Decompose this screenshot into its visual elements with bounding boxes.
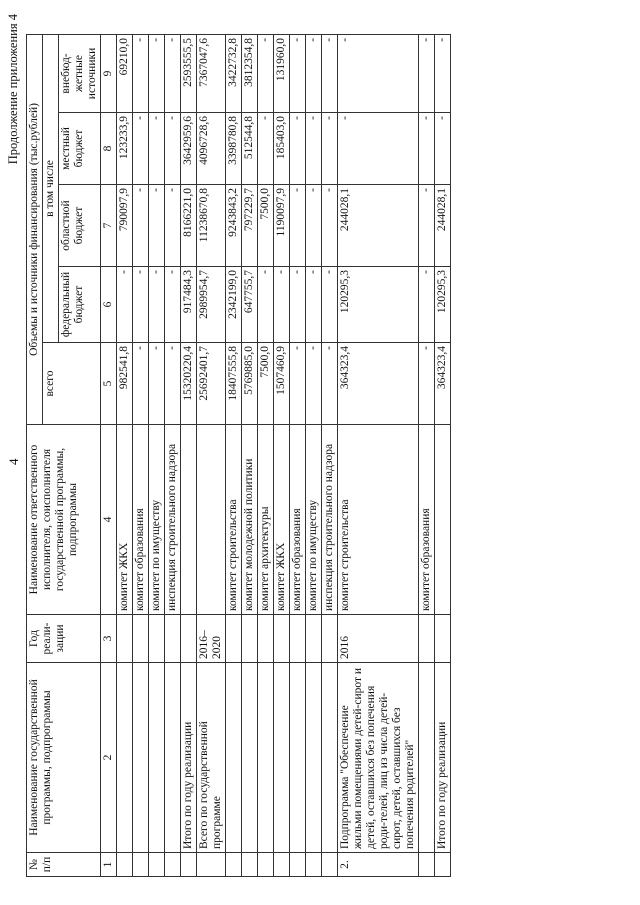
row-local-cell: 123233,9: [117, 113, 133, 185]
row-total-cell: 1507460,9: [274, 343, 290, 425]
row-total-cell: -: [290, 343, 306, 425]
row-extrabudget-cell: -: [258, 34, 274, 112]
row-total-cell: 5769885,0: [242, 343, 258, 425]
row-year-cell: [322, 615, 338, 663]
row-federal-cell: -: [274, 267, 290, 343]
row-federal-cell: -: [133, 267, 149, 343]
row-local-cell: 3642959,6: [181, 113, 197, 185]
row-executor-cell: комитет по имуществу: [149, 425, 165, 615]
table-row: [290, 34, 306, 876]
row-regional-cell: 790097,9: [117, 185, 133, 267]
row-executor-cell: комитет образования: [419, 425, 435, 615]
header-num: № п/п: [27, 853, 101, 877]
row-name-cell: [133, 663, 149, 853]
table-row: [306, 34, 322, 876]
row-regional-cell: 244028,1: [435, 185, 451, 267]
row-name-cell: [242, 663, 258, 853]
row-regional-cell: 7500,0: [258, 185, 274, 267]
row-num-cell: [165, 853, 181, 877]
row-num-cell: [197, 853, 226, 877]
row-name-cell: [258, 663, 274, 853]
row-num-cell: [419, 853, 435, 877]
row-regional-cell: -: [322, 185, 338, 267]
row-federal-cell: -: [165, 267, 181, 343]
index-cell: 7: [101, 185, 117, 267]
row-name-cell: Итого по году реализации: [435, 663, 451, 853]
row-num-cell: [242, 853, 258, 877]
index-cell: 4: [101, 425, 117, 615]
row-extrabudget-cell: 131960,0: [274, 34, 290, 112]
row-year-cell: [274, 615, 290, 663]
row-executor-cell: комитет строительства: [226, 425, 242, 615]
row-name-cell: [274, 663, 290, 853]
row-federal-cell: -: [258, 267, 274, 343]
row-executor-cell: комитет архитектуры: [258, 425, 274, 615]
row-total-cell: 7500,0: [258, 343, 274, 425]
row-total-cell: 25692401,7: [197, 343, 226, 425]
row-total-cell: -: [322, 343, 338, 425]
index-cell: 3: [101, 615, 117, 663]
row-extrabudget-cell: 69210,0: [117, 34, 133, 112]
row-year-cell: [242, 615, 258, 663]
row-name-cell: Подпрограмма "Обеспечение жильми помещениями детей-сирот и детей, оставшихся без попечения роди-телей, лиц из числа детей-сирот, детей, оставшихся без попечения родителей": [338, 663, 419, 853]
row-year-cell: [181, 615, 197, 663]
header-regional: областной бюджет: [59, 185, 101, 267]
row-executor-cell: [435, 425, 451, 615]
header-total: всего: [43, 343, 101, 425]
row-name-cell: Итого по году реализации: [181, 663, 197, 853]
row-regional-cell: -: [419, 185, 435, 267]
row-extrabudget-cell: 3422732,8: [226, 34, 242, 112]
row-year-cell: [226, 615, 242, 663]
row-regional-cell: -: [165, 185, 181, 267]
row-federal-cell: -: [322, 267, 338, 343]
row-name-cell: [419, 663, 435, 853]
funding-table: [26, 34, 451, 877]
table-row: [117, 34, 133, 876]
row-local-cell: -: [133, 113, 149, 185]
table-row: [419, 34, 435, 876]
header-executor: Наименование ответственного исполнителя, соисполнителя государственной программы, подпрограммы: [27, 425, 101, 615]
row-year-cell: [165, 615, 181, 663]
row-extrabudget-cell: -: [290, 34, 306, 112]
row-name-cell: [226, 663, 242, 853]
column-index-row: [101, 34, 117, 876]
row-extrabudget-cell: -: [419, 34, 435, 112]
row-local-cell: 4096728,6: [197, 113, 226, 185]
table-row: [165, 34, 181, 876]
row-local-cell: 512544,8: [242, 113, 258, 185]
index-cell: 5: [101, 343, 117, 425]
row-extrabudget-cell: 3812354,8: [242, 34, 258, 112]
row-federal-cell: 647755,7: [242, 267, 258, 343]
row-name-cell: [306, 663, 322, 853]
row-federal-cell: -: [149, 267, 165, 343]
row-name-cell: [322, 663, 338, 853]
header-name: Наименование государственной программы, подпрограммы: [27, 663, 101, 853]
row-executor-cell: комитет молодежной политики: [242, 425, 258, 615]
row-executor-cell: комитет ЖКХ: [274, 425, 290, 615]
row-local-cell: -: [165, 113, 181, 185]
row-federal-cell: -: [290, 267, 306, 343]
row-executor-cell: комитет образования: [133, 425, 149, 615]
continuation-note: Продолжение приложения 4: [6, 14, 20, 165]
row-name-cell: [149, 663, 165, 853]
index-cell: 8: [101, 113, 117, 185]
row-num-cell: [181, 853, 197, 877]
row-executor-cell: комитет ЖКХ: [117, 425, 133, 615]
row-name-cell: [165, 663, 181, 853]
row-federal-cell: 917484,3: [181, 267, 197, 343]
row-year-cell: [306, 615, 322, 663]
table-row: [226, 34, 242, 876]
row-local-cell: -: [338, 113, 419, 185]
row-federal-cell: -: [306, 267, 322, 343]
row-executor-cell: [181, 425, 197, 615]
row-total-cell: -: [165, 343, 181, 425]
row-executor-cell: [197, 425, 226, 615]
index-cell: 2: [101, 663, 117, 853]
row-local-cell: -: [290, 113, 306, 185]
row-year-cell: 2016: [338, 615, 419, 663]
page-number: 4: [6, 458, 21, 465]
header-including: в том числе: [43, 34, 59, 342]
row-total-cell: 364323,4: [338, 343, 419, 425]
row-num-cell: [133, 853, 149, 877]
row-name-cell: [290, 663, 306, 853]
header-federal: федеральный бюджет: [59, 267, 101, 343]
table-row: [242, 34, 258, 876]
row-name-cell: [117, 663, 133, 853]
row-federal-cell: 120295,3: [338, 267, 419, 343]
row-total-cell: 15320220,4: [181, 343, 197, 425]
row-extrabudget-cell: -: [149, 34, 165, 112]
row-num-cell: [274, 853, 290, 877]
row-num-cell: [226, 853, 242, 877]
table-row: [133, 34, 149, 876]
row-num-cell: [290, 853, 306, 877]
header-funding: Объемы и источники финансирования (тыс.рублей): [27, 34, 43, 424]
row-federal-cell: 2989954,7: [197, 267, 226, 343]
row-year-cell: [419, 615, 435, 663]
row-federal-cell: 2342199,0: [226, 267, 242, 343]
row-regional-cell: 8166221,0: [181, 185, 197, 267]
row-local-cell: 185403,0: [274, 113, 290, 185]
row-federal-cell: 120295,3: [435, 267, 451, 343]
index-cell: 9: [101, 34, 117, 112]
table-row: [322, 34, 338, 876]
row-num-cell: [117, 853, 133, 877]
row-local-cell: -: [306, 113, 322, 185]
row-total-cell: 364323,4: [435, 343, 451, 425]
table-row: [435, 34, 451, 876]
row-extrabudget-cell: -: [306, 34, 322, 112]
row-executor-cell: инспекция строительного надзора: [322, 425, 338, 615]
table-row: [338, 34, 419, 876]
table-row: [258, 34, 274, 876]
header-local: местный бюджет: [59, 113, 101, 185]
index-cell: 1: [101, 853, 117, 877]
row-regional-cell: 1190097,9: [274, 185, 290, 267]
row-num-cell: [435, 853, 451, 877]
row-regional-cell: -: [290, 185, 306, 267]
row-regional-cell: 244028,1: [338, 185, 419, 267]
row-local-cell: -: [435, 113, 451, 185]
row-extrabudget-cell: -: [133, 34, 149, 112]
row-federal-cell: -: [117, 267, 133, 343]
row-extrabudget-cell: -: [338, 34, 419, 112]
row-local-cell: 3398780,8: [226, 113, 242, 185]
row-num-cell: [306, 853, 322, 877]
table-row: [149, 34, 165, 876]
row-regional-cell: 9243843,2: [226, 185, 242, 267]
row-executor-cell: инспекция строительного надзора: [165, 425, 181, 615]
row-num-cell: [258, 853, 274, 877]
header-year: Год реали-зации: [27, 615, 101, 663]
row-total-cell: 982541,8: [117, 343, 133, 425]
table-body: [117, 34, 451, 876]
row-num-cell: 2.: [338, 853, 419, 877]
row-local-cell: -: [149, 113, 165, 185]
header-extrabudget: внебюд-жетные источники: [59, 34, 101, 112]
table-row: [274, 34, 290, 876]
row-name-cell: Всего по государственной программе: [197, 663, 226, 853]
index-cell: 6: [101, 267, 117, 343]
row-total-cell: 18407555,8: [226, 343, 242, 425]
row-year-cell: [435, 615, 451, 663]
row-regional-cell: -: [133, 185, 149, 267]
row-local-cell: -: [419, 113, 435, 185]
row-year-cell: [149, 615, 165, 663]
row-regional-cell: 797229,7: [242, 185, 258, 267]
row-executor-cell: комитет строительства: [338, 425, 419, 615]
table-row: [181, 34, 197, 876]
row-year-cell: 2016–2020: [197, 615, 226, 663]
row-num-cell: [322, 853, 338, 877]
row-regional-cell: -: [306, 185, 322, 267]
row-year-cell: [133, 615, 149, 663]
row-executor-cell: комитет по имуществу: [306, 425, 322, 615]
row-year-cell: [290, 615, 306, 663]
row-extrabudget-cell: -: [435, 34, 451, 112]
row-regional-cell: 11238670,8: [197, 185, 226, 267]
row-extrabudget-cell: -: [322, 34, 338, 112]
row-executor-cell: комитет образования: [290, 425, 306, 615]
row-extrabudget-cell: -: [165, 34, 181, 112]
row-total-cell: -: [419, 343, 435, 425]
row-regional-cell: -: [149, 185, 165, 267]
row-num-cell: [149, 853, 165, 877]
row-total-cell: -: [133, 343, 149, 425]
row-year-cell: [117, 615, 133, 663]
row-local-cell: -: [322, 113, 338, 185]
row-federal-cell: -: [419, 267, 435, 343]
row-total-cell: -: [149, 343, 165, 425]
row-extrabudget-cell: 2593555,5: [181, 34, 197, 112]
row-year-cell: [258, 615, 274, 663]
table-row: [197, 34, 226, 876]
row-local-cell: -: [258, 113, 274, 185]
row-total-cell: -: [306, 343, 322, 425]
row-extrabudget-cell: 7367047,6: [197, 34, 226, 112]
